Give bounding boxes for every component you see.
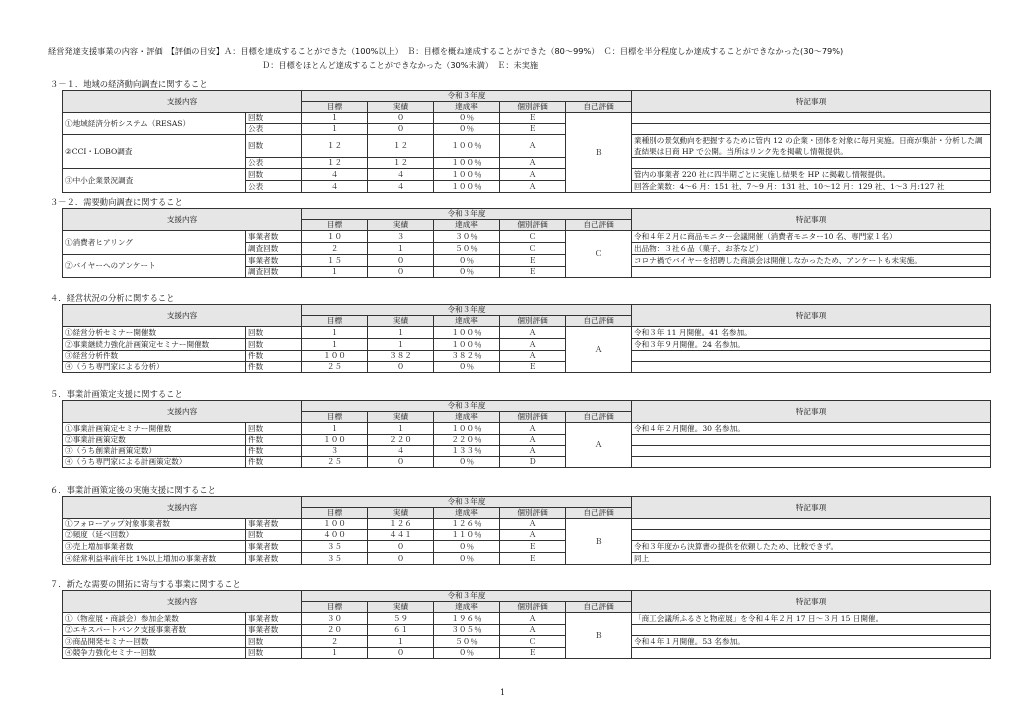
- self-evaluation: Ｃ: [566, 231, 632, 278]
- section-5: [50, 484, 990, 565]
- evaluation-table: [62, 208, 991, 278]
- item-unit: 事業者数: [246, 231, 302, 243]
- item-result: １: [368, 243, 434, 255]
- evaluation-table: [62, 304, 991, 373]
- table-row: [63, 423, 991, 435]
- item-result: １: [368, 339, 434, 351]
- item-label: ④経常利益率前年比 1%以上増加の事業者数: [63, 553, 246, 565]
- header-content: 支援内容: [63, 497, 302, 519]
- item-label: ③（うち創業計画策定数）: [63, 446, 246, 457]
- item-individual-eval: Ａ: [500, 625, 566, 636]
- header-result: 実績: [368, 412, 434, 423]
- note-line: 同上: [632, 553, 991, 565]
- item-target: １: [302, 339, 368, 351]
- item-rate: ０％: [434, 553, 500, 565]
- item-result: ４: [368, 169, 434, 181]
- table-row: [63, 135, 991, 158]
- evaluation-table: [62, 590, 991, 659]
- item-target: ２５: [302, 362, 368, 373]
- item-individual-eval: Ａ: [500, 435, 566, 446]
- header-target: 目標: [302, 508, 368, 519]
- item-unit: 件数: [246, 446, 302, 457]
- item-rate: １００％: [434, 181, 500, 193]
- header-result: 実績: [368, 102, 434, 113]
- note-line: [632, 457, 991, 468]
- evaluation-table: [62, 400, 991, 468]
- note-line: 回答企業数：4～6 月：151 社、7～9 月：131 社、10～12 月：129 社、1～3 月:127 社: [632, 181, 991, 193]
- item-target: ３５: [302, 553, 368, 565]
- item-target: ３０: [302, 613, 368, 625]
- header-rate: 達成率: [434, 102, 500, 113]
- table-row: [63, 169, 991, 181]
- section-title: ３－１．地域の経済動向調査に関すること: [50, 79, 208, 89]
- item-rate: １３３％: [434, 446, 500, 457]
- item-individual-eval: Ａ: [500, 327, 566, 339]
- item-unit: 件数: [246, 362, 302, 373]
- item-rate: ０％: [434, 113, 500, 124]
- header-rate: 達成率: [434, 508, 500, 519]
- item-unit: 件数: [246, 435, 302, 446]
- note-line: [632, 351, 991, 362]
- item-label: ②CCI・LOBO調査: [63, 135, 246, 169]
- header-self: 自己評価: [566, 508, 632, 519]
- item-individual-eval: Ｅ: [500, 267, 566, 278]
- header-notes: 特記事項: [632, 305, 991, 327]
- item-rate: ３０％: [434, 231, 500, 243]
- header-year: 令和３年度: [302, 91, 632, 102]
- item-rate: １００％: [434, 169, 500, 181]
- item-label: ①（物産展・商談会）参加企業数: [63, 613, 246, 625]
- item-rate: ３８２％: [434, 351, 500, 362]
- table-row: [63, 530, 991, 541]
- table-row: [63, 435, 991, 446]
- item-label: ①消費者ヒアリング: [63, 231, 246, 255]
- header-year: 令和３年度: [302, 591, 632, 602]
- header-individual: 個別評価: [500, 602, 566, 613]
- item-rate: １９６％: [434, 613, 500, 625]
- table-row: [63, 519, 991, 530]
- item-target: １: [302, 327, 368, 339]
- item-target: ３５: [302, 541, 368, 553]
- item-unit: 公表: [246, 158, 302, 169]
- item-individual-eval: Ａ: [500, 158, 566, 169]
- note-line: [632, 519, 991, 530]
- item-unit: 事業者数: [246, 519, 302, 530]
- item-result: ５９: [368, 613, 434, 625]
- item-result: ０: [368, 362, 434, 373]
- item-target: ２０: [302, 625, 368, 636]
- header-rate: 達成率: [434, 220, 500, 231]
- item-individual-eval: Ａ: [500, 530, 566, 541]
- item-target: １０: [302, 231, 368, 243]
- item-unit: 回数: [246, 113, 302, 124]
- item-individual-eval: Ａ: [500, 613, 566, 625]
- item-result: １２: [368, 158, 434, 169]
- item-rate: ２２０％: [434, 435, 500, 446]
- item-label: ④（うち専門家による計画策定数）: [63, 457, 246, 468]
- item-rate: １２６％: [434, 519, 500, 530]
- item-result: １: [368, 327, 434, 339]
- header-year: 令和３年度: [302, 401, 632, 412]
- header-year: 令和３年度: [302, 497, 632, 508]
- item-label: ③経営分析件数: [63, 351, 246, 362]
- section-2: [50, 196, 990, 278]
- item-target: １２: [302, 135, 368, 158]
- header-target: 目標: [302, 412, 368, 423]
- item-result: ３: [368, 231, 434, 243]
- item-label: ④競争力強化セミナー回数: [63, 648, 246, 659]
- header-notes: 特記事項: [632, 91, 991, 113]
- self-evaluation: Ｂ: [566, 519, 632, 565]
- item-label: ②頻度（延べ回数）: [63, 530, 246, 541]
- item-label: ③商品開発セミナー回数: [63, 636, 246, 648]
- item-label: ①フォローアップ対象事業者数: [63, 519, 246, 530]
- header-result: 実績: [368, 508, 434, 519]
- item-unit: 回数: [246, 636, 302, 648]
- table-row: [63, 446, 991, 457]
- header-target: 目標: [302, 102, 368, 113]
- item-individual-eval: Ａ: [500, 351, 566, 362]
- header-result: 実績: [368, 316, 434, 327]
- table-row: [63, 255, 991, 267]
- header-content: 支援内容: [63, 305, 302, 327]
- section-title: ３－２．需要動向調査に関すること: [50, 197, 183, 207]
- note-line: [632, 362, 991, 373]
- item-label: ①経営分析セミナー開催数: [63, 327, 246, 339]
- note-line: 令和４年２月開催。30 名参加。: [632, 423, 991, 435]
- item-individual-eval: Ａ: [500, 423, 566, 435]
- header-result: 実績: [368, 220, 434, 231]
- item-rate: ５０％: [434, 636, 500, 648]
- item-result: ４: [368, 446, 434, 457]
- note-line: 令和３年度から決算書の提供を依頼したため、比較できず。: [632, 541, 991, 553]
- item-individual-eval: Ａ: [500, 135, 566, 158]
- header-year: 令和３年度: [302, 305, 632, 316]
- item-label: ②事業継続力強化計画策定セミナー開催数: [63, 339, 246, 351]
- item-individual-eval: Ｅ: [500, 648, 566, 659]
- header-rate: 達成率: [434, 316, 500, 327]
- table-row: [63, 553, 991, 565]
- item-target: １: [302, 648, 368, 659]
- table-row: [63, 351, 991, 362]
- note-line: 令和４年１月開催。53 名参加。: [632, 636, 991, 648]
- item-individual-eval: Ａ: [500, 519, 566, 530]
- note-line: [632, 124, 991, 135]
- table-row: [63, 648, 991, 659]
- note-line: [632, 648, 991, 659]
- item-rate: ３０５％: [434, 625, 500, 636]
- document-header: [48, 44, 988, 72]
- header-content: 支援内容: [63, 591, 302, 613]
- item-label: ④（うち専門家による分析）: [63, 362, 246, 373]
- header-notes: 特記事項: [632, 591, 991, 613]
- section-title: ４．経営状況の分析に関すること: [50, 293, 175, 303]
- item-rate: ０％: [434, 648, 500, 659]
- section-title: ５．事業計画策定支援に関すること: [50, 389, 183, 399]
- table-row: [63, 113, 991, 124]
- item-result: ０: [368, 124, 434, 135]
- item-result: ０: [368, 113, 434, 124]
- note-line: 令和４年２月に商品モニター会議開催（消費者モニター10 名、専門家１名）: [632, 231, 991, 243]
- item-individual-eval: Ａ: [500, 339, 566, 351]
- item-result: ４４１: [368, 530, 434, 541]
- header-individual: 個別評価: [500, 102, 566, 113]
- item-unit: 回数: [246, 423, 302, 435]
- item-result: ０: [368, 255, 434, 267]
- evaluation-criteria-line-1: 経営発達支援事業の内容・評価 【評価の目安】Ａ：目標を達成することができた（100%以上） Ｂ：目標を概ね達成することができた（80～99%） Ｃ：目標を半分程度しか達成することができなかった(30～79%): [48, 46, 844, 56]
- item-rate: １００％: [434, 135, 500, 158]
- item-individual-eval: Ｄ: [500, 457, 566, 468]
- header-individual: 個別評価: [500, 316, 566, 327]
- item-unit: 事業者数: [246, 255, 302, 267]
- item-rate: １００％: [434, 327, 500, 339]
- item-target: １: [302, 113, 368, 124]
- item-label: ②バイヤーへのアンケート: [63, 255, 246, 278]
- note-line: 管内の事業者 220 社に四半期ごとに実施し結果を HP に掲載し情報提供。: [632, 169, 991, 181]
- item-individual-eval: Ｅ: [500, 113, 566, 124]
- item-result: １２: [368, 135, 434, 158]
- page-number: 1: [500, 688, 506, 697]
- item-result: ２２０: [368, 435, 434, 446]
- header-notes: 特記事項: [632, 401, 991, 423]
- note-line: [632, 113, 991, 124]
- header-result: 実績: [368, 602, 434, 613]
- item-rate: １００％: [434, 339, 500, 351]
- item-individual-eval: Ａ: [500, 181, 566, 193]
- section-4: [50, 388, 990, 468]
- item-rate: ０％: [434, 457, 500, 468]
- item-unit: 公表: [246, 181, 302, 193]
- table-row: [63, 613, 991, 625]
- header-self: 自己評価: [566, 102, 632, 113]
- header-content: 支援内容: [63, 91, 302, 113]
- section-title: ７．新たな需要の開拓に寄与する事業に関すること: [50, 579, 241, 589]
- section-6: [50, 578, 990, 659]
- item-individual-eval: Ｅ: [500, 553, 566, 565]
- item-unit: 回数: [246, 327, 302, 339]
- header-self: 自己評価: [566, 602, 632, 613]
- item-individual-eval: Ｅ: [500, 255, 566, 267]
- note-line: 出品物：３社６品（菓子、お茶など）: [632, 243, 991, 255]
- item-target: １: [302, 124, 368, 135]
- section-title: ６．事業計画策定後の実施支援に関すること: [50, 485, 216, 495]
- item-unit: 調査回数: [246, 243, 302, 255]
- self-evaluation: Ｂ: [566, 113, 632, 193]
- header-rate: 達成率: [434, 602, 500, 613]
- note-line: [632, 267, 991, 278]
- item-label: ①地域経済分析システム（RESAS）: [63, 113, 246, 135]
- self-evaluation: Ａ: [566, 423, 632, 468]
- header-target: 目標: [302, 316, 368, 327]
- table-row: [63, 362, 991, 373]
- item-rate: ０％: [434, 255, 500, 267]
- item-unit: 公表: [246, 124, 302, 135]
- header-self: 自己評価: [566, 220, 632, 231]
- item-unit: 事業者数: [246, 625, 302, 636]
- item-label: ①事業計画策定セミナー開催数: [63, 423, 246, 435]
- evaluation-table: [62, 496, 991, 565]
- item-unit: 回数: [246, 530, 302, 541]
- item-result: １２６: [368, 519, 434, 530]
- item-individual-eval: Ｃ: [500, 243, 566, 255]
- section-1: [50, 78, 990, 193]
- item-result: ０: [368, 541, 434, 553]
- item-label: ②事業計画策定数: [63, 435, 246, 446]
- header-content: 支援内容: [63, 209, 302, 231]
- item-target: １００: [302, 351, 368, 362]
- item-individual-eval: Ａ: [500, 169, 566, 181]
- table-row: [63, 327, 991, 339]
- item-result: ０: [368, 553, 434, 565]
- item-target: １２: [302, 158, 368, 169]
- header-rate: 達成率: [434, 412, 500, 423]
- header-target: 目標: [302, 602, 368, 613]
- note-line: コロナ禍でバイヤーを招聘した商談会は開催しなかったため、アンケートも未実施。: [632, 255, 991, 267]
- item-target: １００: [302, 435, 368, 446]
- item-rate: １００％: [434, 423, 500, 435]
- table-row: [63, 457, 991, 468]
- note-line: [632, 446, 991, 457]
- header-individual: 個別評価: [500, 508, 566, 519]
- header-self: 自己評価: [566, 316, 632, 327]
- item-unit: 回数: [246, 169, 302, 181]
- item-target: １: [302, 267, 368, 278]
- item-result: １: [368, 423, 434, 435]
- item-result: ０: [368, 267, 434, 278]
- item-label: ③売上増加事業者数: [63, 541, 246, 553]
- item-rate: ０％: [434, 124, 500, 135]
- table-row: [63, 339, 991, 351]
- item-individual-eval: Ｃ: [500, 636, 566, 648]
- evaluation-table: [62, 90, 991, 193]
- header-individual: 個別評価: [500, 220, 566, 231]
- note-line: [632, 625, 991, 636]
- item-unit: 件数: [246, 351, 302, 362]
- item-individual-eval: Ｃ: [500, 231, 566, 243]
- note-line: [632, 158, 991, 169]
- table-row: [63, 541, 991, 553]
- note-line: 令和３年９月開催。24 名参加。: [632, 339, 991, 351]
- header-self: 自己評価: [566, 412, 632, 423]
- item-result: ０: [368, 457, 434, 468]
- item-unit: 事業者数: [246, 613, 302, 625]
- item-result: ０: [368, 648, 434, 659]
- item-target: １: [302, 423, 368, 435]
- item-rate: ０％: [434, 362, 500, 373]
- note-line: [632, 435, 991, 446]
- note-line: 令和３年 11 月開催。41 名参加。: [632, 327, 991, 339]
- item-unit: 回数: [246, 339, 302, 351]
- item-rate: １００％: [434, 158, 500, 169]
- item-target: ４００: [302, 530, 368, 541]
- item-unit: 事業者数: [246, 553, 302, 565]
- note-line: [632, 530, 991, 541]
- item-target: ２: [302, 636, 368, 648]
- note-line: 業種別の景気動向を把握するために管内 12 の企業・団体を対象に毎月実施。日商が集計・分析した調査結果は日商 HP で公開。当所はリンク先を掲載し情報提供。: [632, 135, 991, 158]
- header-content: 支援内容: [63, 401, 302, 423]
- item-unit: 回数: [246, 648, 302, 659]
- header-target: 目標: [302, 220, 368, 231]
- item-target: ２５: [302, 457, 368, 468]
- item-target: ４: [302, 181, 368, 193]
- item-rate: １１０％: [434, 530, 500, 541]
- note-line: 「商工会議所ふるさと物産展」を令和４年２月 17 日～３月 15 日開催。: [632, 613, 991, 625]
- item-rate: ０％: [434, 541, 500, 553]
- item-target: １５: [302, 255, 368, 267]
- table-row: [63, 231, 991, 243]
- item-target: １００: [302, 519, 368, 530]
- item-unit: 調査回数: [246, 267, 302, 278]
- item-individual-eval: Ｅ: [500, 541, 566, 553]
- item-target: ２: [302, 243, 368, 255]
- table-row: [63, 636, 991, 648]
- item-result: ４: [368, 181, 434, 193]
- header-notes: 特記事項: [632, 497, 991, 519]
- item-unit: 件数: [246, 457, 302, 468]
- item-individual-eval: Ｅ: [500, 124, 566, 135]
- item-label: ②エキスパートバンク支援事業者数: [63, 625, 246, 636]
- self-evaluation: Ａ: [566, 327, 632, 373]
- item-rate: ０％: [434, 267, 500, 278]
- item-individual-eval: Ａ: [500, 446, 566, 457]
- item-unit: 回数: [246, 135, 302, 158]
- item-result: ３８２: [368, 351, 434, 362]
- item-target: ３: [302, 446, 368, 457]
- header-notes: 特記事項: [632, 209, 991, 231]
- item-target: ４: [302, 169, 368, 181]
- item-rate: ５０％: [434, 243, 500, 255]
- table-row: [63, 625, 991, 636]
- item-unit: 事業者数: [246, 541, 302, 553]
- item-individual-eval: Ｅ: [500, 362, 566, 373]
- item-result: １: [368, 636, 434, 648]
- self-evaluation: Ｂ: [566, 613, 632, 659]
- evaluation-criteria-line-2: Ｄ：目標をほとんど達成することができなかった（30%未満） Ｅ：未実施: [262, 60, 539, 70]
- header-individual: 個別評価: [500, 412, 566, 423]
- header-year: 令和３年度: [302, 209, 632, 220]
- item-label: ③中小企業景況調査: [63, 169, 246, 193]
- item-result: ６１: [368, 625, 434, 636]
- section-3: [50, 292, 990, 373]
